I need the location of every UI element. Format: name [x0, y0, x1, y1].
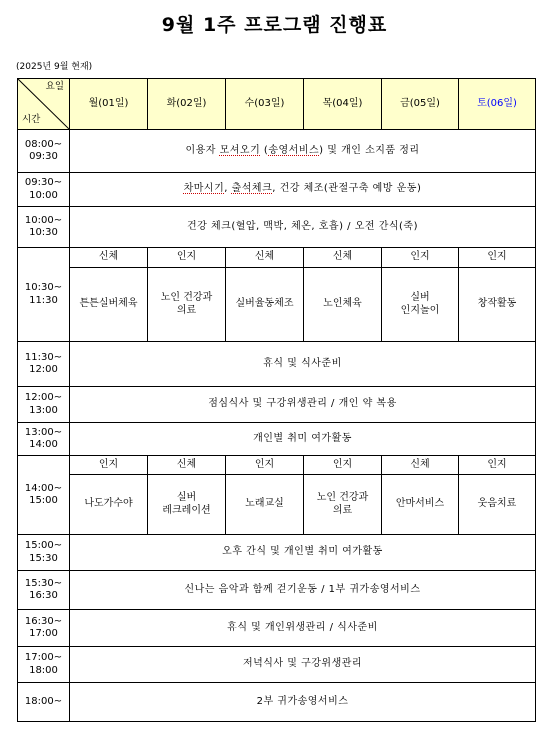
activity-cell: 개인별 취미 여가활동 [70, 423, 536, 456]
activity-text: 모셔오기 [219, 144, 261, 156]
time-start: 14:00~ [24, 482, 63, 494]
activity-cell: 휴식 및 식사준비 [70, 342, 536, 387]
time-cell [18, 387, 70, 423]
activity-cell [70, 130, 536, 173]
program-line: 노인 건강과 [316, 492, 369, 503]
activity-cell: 휴식 및 개인위생관리 / 식사준비 [70, 610, 536, 647]
schedule-row [18, 342, 536, 387]
category-cell: 신체 [226, 248, 304, 268]
category-cell: 인지 [304, 456, 382, 475]
time-start: 10:30~ [24, 282, 63, 293]
activity-text: ) 및 개인 소지품 정리 [319, 144, 420, 156]
category-cell: 신체 [70, 248, 148, 268]
schedule-row [18, 571, 536, 610]
activity-text: ( [260, 144, 269, 156]
category-cell: 신체 [304, 248, 382, 268]
time-cell [18, 456, 70, 535]
time-cell [18, 130, 70, 173]
program-row [18, 268, 536, 342]
schedule-row [18, 173, 536, 207]
program-cell [304, 268, 382, 342]
category-cell: 신체 [382, 456, 459, 475]
activity-cell [70, 173, 536, 207]
time-start: 10:00~ [24, 214, 63, 226]
activity-text: , [224, 183, 232, 195]
category-cell: 인지 [459, 248, 536, 268]
program-cell [226, 268, 304, 342]
time-end: 10:30 [29, 227, 58, 238]
page-title: 9월 1주 프로그램 진행표 [161, 14, 388, 36]
time-end: 16:30 [29, 590, 58, 601]
activity-text: , 건강 체조(관절구축 예방 운동) [272, 183, 422, 195]
time-end: 15:00 [29, 495, 58, 506]
activity-cell: 저녁식사 및 구강위생관리 [70, 647, 536, 683]
time-start: 11:30~ [24, 351, 63, 363]
category-cell: 인지 [70, 456, 148, 475]
time-cell [18, 342, 70, 387]
time-cell [18, 610, 70, 647]
program-line: 노인 건강과 [160, 292, 213, 303]
time-start: 18:00~ [24, 695, 63, 707]
program-line: 창작활동 [477, 298, 517, 310]
time-cell [18, 207, 70, 248]
time-cell [18, 535, 70, 571]
day-axis-label: 요일 [45, 81, 64, 92]
day-header-thu: 목(04일) [304, 79, 382, 130]
time-cell [18, 423, 70, 456]
category-cell: 인지 [459, 456, 536, 475]
program-line: 레크레이션 [162, 504, 211, 516]
program-cell [226, 475, 304, 535]
program-line: 의료 [332, 504, 353, 516]
program-line: 실버 [410, 292, 430, 303]
schedule-row [18, 130, 536, 173]
time-end: 12:00 [29, 364, 58, 375]
program-cell [304, 475, 382, 535]
program-line: 웃음치료 [477, 498, 517, 510]
program-row [18, 475, 536, 535]
program-line: 안마서비스 [395, 498, 445, 510]
program-line: 의료 [176, 304, 197, 316]
category-row [18, 456, 536, 475]
schedule-row [18, 207, 536, 248]
schedule-row [18, 610, 536, 647]
time-cell [18, 647, 70, 683]
category-cell: 신체 [148, 456, 226, 475]
time-start: 16:30~ [24, 615, 63, 627]
activity-cell: 점심식사 및 구강위생관리 / 개인 약 복용 [70, 387, 536, 423]
time-end: 15:30 [29, 552, 58, 564]
time-start: 17:00~ [24, 652, 63, 663]
day-header-sat: 토(06일) [459, 79, 536, 130]
schedule-row [18, 387, 536, 423]
activity-text: 송영서비스 [268, 144, 320, 156]
program-cell [148, 475, 226, 535]
schedule-row [18, 683, 536, 722]
as-of-date: (2025년 9월 현재) [16, 62, 93, 72]
day-header-mon: 월(01일) [70, 79, 148, 130]
time-start: 13:00~ [24, 426, 63, 438]
category-cell: 인지 [148, 248, 226, 268]
time-start: 08:00~ [24, 138, 63, 150]
program-cell [459, 268, 536, 342]
time-end: 10:00 [29, 189, 58, 201]
program-line: 인지놀이 [400, 304, 440, 316]
program-cell [70, 475, 148, 535]
schedule-row [18, 423, 536, 456]
activity-cell: 신나는 음악과 함께 걷기운동 / 1부 귀가송영서비스 [70, 571, 536, 610]
program-cell [70, 268, 148, 342]
time-start: 15:00~ [24, 540, 63, 551]
time-start: 15:30~ [24, 577, 63, 589]
category-cell: 인지 [382, 248, 459, 268]
program-line: 실버율동체조 [235, 298, 294, 310]
time-cell [18, 173, 70, 207]
program-line: 노래교실 [245, 498, 284, 510]
time-axis-label: 시간 [22, 114, 41, 126]
category-cell: 인지 [226, 456, 304, 475]
schedule-row [18, 647, 536, 683]
program-line: 튼튼실버체육 [79, 298, 138, 310]
day-header-wed: 수(03일) [226, 79, 304, 130]
time-end: 09:30 [29, 151, 58, 162]
activity-cell: 2부 귀가송영서비스 [70, 683, 536, 722]
activity-cell: 건강 체크(혈압, 맥박, 체온, 호흡) / 오전 간식(죽) [70, 207, 536, 248]
program-line: 노인체육 [323, 298, 362, 310]
day-header-fri: 금(05일) [382, 79, 459, 130]
category-row [18, 248, 536, 268]
time-cell [18, 683, 70, 722]
schedule-row [18, 535, 536, 571]
time-start: 12:00~ [24, 392, 63, 403]
activity-text: 출석체크 [231, 183, 273, 195]
corner-cell [18, 79, 70, 130]
program-cell [148, 268, 226, 342]
activity-cell: 오후 간식 및 개인별 취미 여가활동 [70, 535, 536, 571]
header-row [18, 79, 536, 130]
time-cell [18, 571, 70, 610]
time-end: 13:00 [29, 404, 58, 416]
schedule-table [17, 78, 536, 722]
time-end: 17:00 [29, 628, 58, 639]
time-end: 18:00 [29, 664, 58, 676]
program-cell [382, 475, 459, 535]
day-header-tue: 화(02일) [148, 79, 226, 130]
time-cell [18, 248, 70, 342]
program-line: 나도가수야 [84, 498, 133, 510]
activity-text: 차마시기 [183, 183, 225, 195]
time-end: 14:00 [29, 439, 58, 450]
program-cell [459, 475, 536, 535]
activity-text: 이용자 [185, 144, 220, 156]
time-start: 09:30~ [24, 177, 63, 188]
program-cell [382, 268, 459, 342]
time-end: 11:30 [29, 294, 58, 306]
program-line: 실버 [176, 492, 197, 503]
